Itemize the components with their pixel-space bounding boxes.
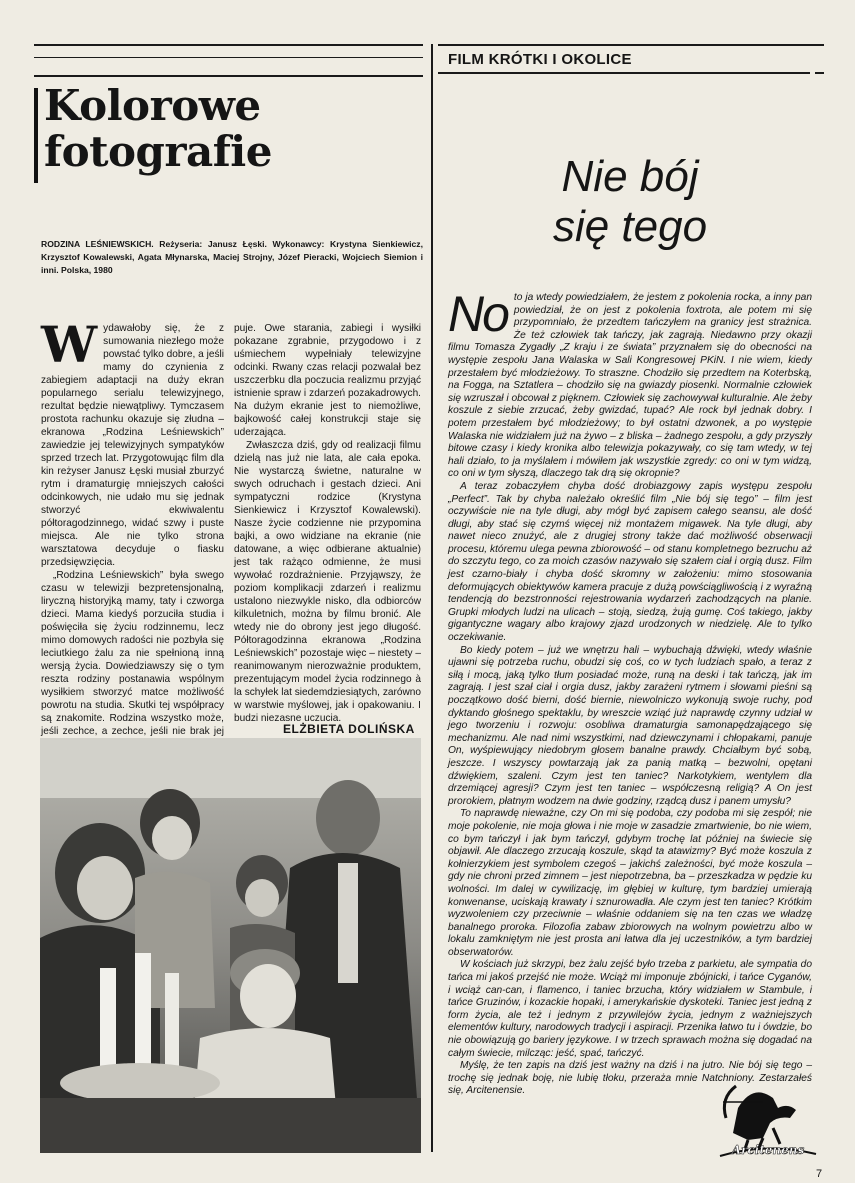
- right-article-body: [448, 286, 812, 1098]
- page-number: 7: [816, 1168, 823, 1180]
- drop-cap: W: [41, 315, 98, 374]
- right-title-line1: Nie bój: [561, 152, 699, 201]
- right-title-line2: się tego: [552, 202, 708, 251]
- top-rule-right: [438, 44, 824, 46]
- paragraph: Bo kiedy potem – już we wnętrzu hali – wybuchają dźwięki, wtedy właśnie ujawni się potrzeba ruchu, obudzi się coś, co w tych ludziach spało, a teraz z siłą i mocą, jaką tylko tłum posiadać może, runą na deski i tak tańczą, jak im zagrają. I jest szał ciał i orgia dusz, jakby zarażeni rytmem i słowami pieśni są początkowo dość bierni, dość biernie, niewolniczo wykonują swoje ruchy, pod dyktando głośnego spektaklu, by wreszcie wziąć już naprawdę czynny udział w jego tworzeniu i rozwoju: osobliwa dramaturgia samonapędzającego się mechanizmu. Ale nad nimi wszystkimi, nad dziewczynami i chłopakami, panuje On, wyśpiewujący niedobrym głosem banalne prawdy. Chciałbym być sobą, jeszcze. I wszyscy powtarzają jak za panią matką – bezwolni, opętani dźwiękiem, szaleni. Czym jest ten taniec? Narkotykiem, wentylem dla drzemiącej agresji? Czym jest ten taniec – współczesną religią? A On jest prorokiem, płatnym wodzem na dwie godziny, rządcą dusz i panem umysłu?: [448, 644, 812, 807]
- top-rule-left-thin: [34, 57, 423, 58]
- film-still-photo: [40, 738, 421, 1153]
- paragraph: [448, 286, 812, 481]
- paragraph: puje. Owe starania, zabiegi i wysiłki pokazane zgrabnie, przygodowo i z uśmiechem wypełniały telewizyjne odcinki. Rwany czas relacji pozwalał bez uszczerbku dla poczucia realizmu przyjąć istnienie spraw i zdarzeń pozakadrowych. Na dużym ekranie jest to niemożliwe, bajkowość całej konstrukcji staje się uderzająca.: [234, 323, 421, 438]
- section-rule-tick: [815, 72, 824, 74]
- column-divider: [431, 44, 433, 1152]
- left-column-1: [41, 315, 224, 764]
- paragraph: W kościach już skrzypi, bez żalu zejść było trzeba z parkietu, ale sympatia do tańca mi jakoś przejść nie może. Wciąż mi imponuje zbójnicki, i tańce Cyganów, i wciąż can-can, i flamenco, i taniec brzucha, który widziałem w Stambule, i tańce Gruzinów, i kozackie hopaki, i amerykańskie dyskoteki. Taniec jest jedną z form życia, ale też i jednym z przywilejów życia, jednym z ważniejszych elementów kultury, narodowych tradycji i aspiracji. Przenika łatwo tu i ówdzie, bo nie obowiązują go bariery językowe. I w trzech sprawach można się dogadać na całym świecie, milcząc: jeść, spać, tańczyć.: [448, 959, 812, 1059]
- section-rule: [438, 72, 810, 74]
- paragraph-text: to ja wtedy powiedziałem, że jestem z pokolenia rocka, a inny pan powiedział, że on jest z pokolenia foxtrota, ale potem mi się przypomniało, że przedtem tańczyłem na granicy jest strażnica. Że też człowiek tak tańczy, jak zagrają. Niedawno przy okazji filmu Tomasza Zygadły „Z kraju i ze świata” przyznałem się do obecności na występie zespołu Jana Walaska w Sali Kongresowej PKiN. I nie wiem, kiedy przestałem być młodzieżowy. To straszne. Chodziło się przedtem na Koterbską, na Fogga, na Sztatlera – chodziło się na gwiazdy piosenki. Normalnie człowiek się wzruszał i obcował z pięknem. Człowiek się zachowywał kulturalnie. Ale żeby koszule z siebie zrzucać, żeby gwizdać, tupać? Ale rock był jednak dobry. I potem przestałem być młodzieżowy; to był ostatni dzwonek, a po występie Walaska nie widziałem już na żywo – z bliska – żadnego zespołu, a gdy przyszły bitowe czasy i kiedy kronika albo telewizja pokazywały, co się tam wtedy, w tej hali działo, to ja myślałem i mówiłem jak wszystkie zgredy: co oni w tym widzą, co oni w tym słyszą, dlaczego tak drą się okropnie?: [448, 292, 812, 480]
- right-article-title: [530, 152, 730, 252]
- paragraph: Zwłaszcza dziś, gdy od realizacji filmu dzielą nas już nie lata, ale cała epoka. Nie wystarczą świetne, naturalne w swych odruchach i gestach dzieci. Ani sympatyczni rodzice (Krystyna Sienkiewicz i Krzysztof Kowalewski). Nasze życie codzienne nie przypomina bajki, a owo widziane na ekranie (nie datowane, a więc odbierane aktualnie) jest tak rażąco odmienne, że musi wywołać rozdrażnienie. Przyjąwszy, że poziom komplikacji zdarzeń i realizmu ustalono niezwykle nisko, dla odbiorców kilkuletnich, można by filmu bronić. Ale wtedy nie do obrony jest jego długość. Półtoragodzinna ekranowa „Rodzina Leśniewskich” pozostaje więc – niestety – reanimowanym nierozważnie produktem, prezentującym model życia rodzinnego à la schyłek lat siedemdziesiątych, zarówno w warstwie myślowej, jak i opakowaniu. I budzi niezasne uczucia.: [234, 440, 421, 724]
- top-rule-left-low: [34, 75, 423, 77]
- article-title-line1: Kolorowe: [44, 81, 261, 130]
- article-title: [44, 83, 414, 175]
- top-rule-left-thick: [34, 44, 423, 46]
- left-column-2: [234, 322, 421, 725]
- article-title-line2: fotografie: [44, 127, 272, 176]
- paragraph-text: ydawałoby się, że z sumowania niezłego może powstać tylko dobre, a jeśli mamy do czynienia z zabiegiem adaptacji na duży ekran popularnego serialu telewizyjnego, rezultat będzie niewątpliwy. Tymczasem prostota rachunku okazuje się złudna – ekranowa „Rodzina Leśniewskich” zawiedzie jej telewizyjnych sympatyków sprzed trzech lat. Przygotowując film dla kin reżyser Janusz Łęski musiał zburzyć rytm i dramaturgię mniejszych całości odcinkowych, nie udało mu się jednak stworzyć ekwiwalentu półtoragodzinnego, widać szwy i puste miejsca. Ale nie tylko strona warsztatowa decyduje o fiasku przedsięwzięcia.: [41, 323, 224, 568]
- archer-centaur-icon: [718, 1078, 818, 1160]
- arcitenens-logo: [718, 1078, 818, 1160]
- author-byline: ELŻBIETA DOLIŃSKA: [283, 722, 415, 736]
- film-still-illustration: [40, 738, 421, 1153]
- paragraph: To naprawdę nieważne, czy On mi się podoba, czy podoba mi się zespół; nie moje pokolenie, nie moja głowa i nie moje w zasadzie zmartwienie, bo nie wiem, co bym tańczył i jak bym tańczył, gdybym trochę lat później na świecie się objawił. Ale dlaczego zrzucają koszule, skąd ta atawizmy? Być może koszula z kołnierzykiem jest symbolem czegoś – jakichś zależności, być może koszula – gdy nie chroni przed zimnem – jest niepotrzebna, ba – przeszkadza w pędzie ku wolności. Im dalej w cywilizację, im głębiej w kulturę, tym bardziej umierają konwenanse, uciskają krawaty i sznurowadła. Ale czym jest ten taniec? Krótkim wyzwoleniem czy przeciwnie – właśnie oddaniem się na ten czas we władzę banalnego proroka. Filozofia zabaw zbiorowych na wolnym powietrzu albo w lokalu zamkniętym nie jest prosta ani łatwa dla jej uczestników, a tym bardziej obserwatorów.: [448, 808, 812, 958]
- paragraph: A teraz zobaczyłem chyba dość drobiazgowy zapis występu zespołu „Perfect”. Tak by chyba należało określić film „Nie bój się tego” – film jest oczywiście nie na tyle długi, aby mógł być zapisem całego seansu, ale dość długi, aby stać się czymś więcej niż montażem migawek. Na tyle długi, aby nawet nieco znużyć, ale z drugiej strony także dać możliwość obserwacji procesu, któremu ulega pewna zbiorowość – od stanu kompletnego bezruchu aż do szczytu tego, co za moich czasów nazywało się szałem ciał i orgią dusz. Film jest czarno-biały i chyba dość skromny w założeniu: mimo stosowania deformujących obiektywów kamera pracuje z dużą powściągliwością i z wyraźną tendencją do bezstronności rejestrowania wydarzeń zachodzących na planie. Grupki młodych ludzi na ulicach – stoją, siedzą, żują gumę. Coś takiego, jakby gigantyczne wagary albo krajowy zjazd urodzonych w niedzielę. Ale to tylko oczekiwanie.: [448, 480, 812, 644]
- logo-text: Arcitenens: [731, 1143, 805, 1157]
- paragraph: Myślę, że ten zapis na dziś jest ważny na dziś i na jutro. Nie bój się tego – trochę się jednak boję, nie lubię tłoku, przeraża mnie Natchniony. Zestarzałeś się, Arcitenensie.: [448, 1060, 812, 1097]
- drop-cap: No: [448, 286, 508, 342]
- paragraph: [41, 315, 224, 569]
- section-title: FILM KRÓTKI I OKOLICE: [448, 51, 632, 68]
- film-credits: RODZINA LEŚNIEWSKICH. Reżyseria: Janusz Łęski. Wykonawcy: Krystyna Sienkiewicz, Krzysztof Kowalewski, Agata Młynarska, Maciej Strojny, Józef Pieracki, Wojciech Siemion i inni. Polska, 1980: [41, 239, 423, 275]
- paragraph: „Rodzina Leśniewskich” była swego czasu w telewizji bezpretensjonalną, liryczną historyjką mamy, taty i czworga dzieci. Mama kiedyś porzuciła studia i poświęciła się życiu rodzinnemu, lecz mimo domowych radości nie pozbyła się leciutkiego żalu za nie spełnioną inną wersją życia. Dowiedziawszy się o tym reszta rodziny postanawia wspólnym wysiłkiem stworzyć matce możliwość powrotu na studia. Skutki tej współpracy są znakomite. Rodzina wszystko może, jeśli zechce, a zechce, jeśli nie brak jej: [41, 570, 224, 737]
